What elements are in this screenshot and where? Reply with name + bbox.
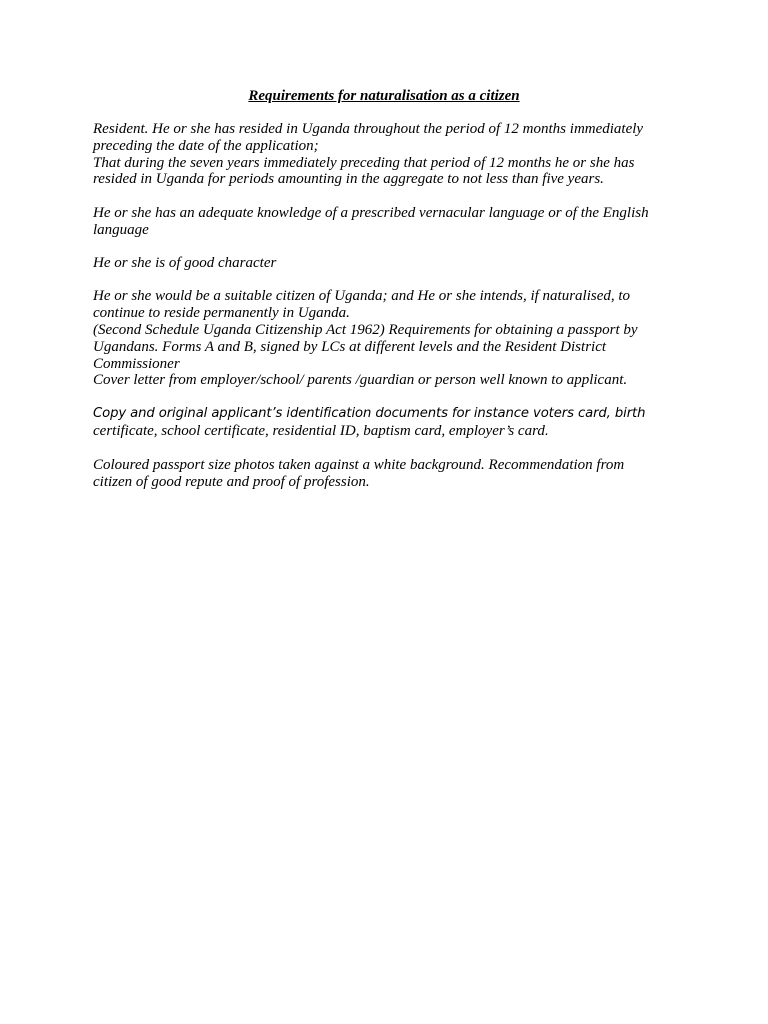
text-line: Coloured passport size photos taken against a white background. Recommendation from: [93, 456, 625, 473]
text-line: Ugandans. Forms A and B, signed by LCs at different levels and the Resident District: [93, 338, 607, 355]
document-title: Requirements for naturalisation as a citizen: [248, 88, 520, 104]
text-line: language: [93, 221, 149, 238]
text-line: He or she would be a suitable citizen of Uganda; and He or she intends, if naturalised, to: [93, 288, 631, 305]
language-paragraph: [93, 205, 683, 239]
document-body: [93, 121, 683, 507]
text-segment: certificate, school certificate, residential ID, baptism card, employer’s card: [93, 422, 545, 439]
photos-paragraph: [93, 457, 683, 491]
text-line: (Second Schedule Uganda Citizenship Act 1962) Requirements for obtaining a passport by: [93, 321, 638, 338]
text-line: That during the seven years immediately preceding that period of 12 months he or she has: [93, 154, 635, 171]
identification-paragraph: [93, 406, 683, 441]
text-line: resided in Uganda for periods amounting in the aggregate to not less than five years.: [93, 171, 604, 188]
text-line: preceding the date of the application;: [93, 137, 319, 154]
text-line: He or she is of good character: [93, 254, 277, 271]
character-paragraph: [93, 255, 683, 272]
residence-paragraph: [93, 121, 683, 188]
text-line: Commissioner: [93, 355, 180, 372]
text-segment: .: [544, 423, 549, 439]
text-line: continue to reside permanently in Uganda.: [93, 305, 350, 322]
text-line: Cover letter from employer/school/ parents /guardian or person well known to applicant.: [93, 372, 628, 389]
text-line: Resident. He or she has resided in Uganda throughout the period of 12 months immediately: [93, 121, 644, 137]
text-line: [93, 423, 683, 441]
text-line: Copy and original applicant’s identification documents for instance voters card, birth: [93, 405, 646, 421]
citizen-passport-paragraph: [93, 288, 683, 389]
text-line: citizen of good repute and proof of profession.: [93, 473, 370, 490]
text-line: He or she has an adequate knowledge of a prescribed vernacular language or of the English: [93, 204, 649, 221]
